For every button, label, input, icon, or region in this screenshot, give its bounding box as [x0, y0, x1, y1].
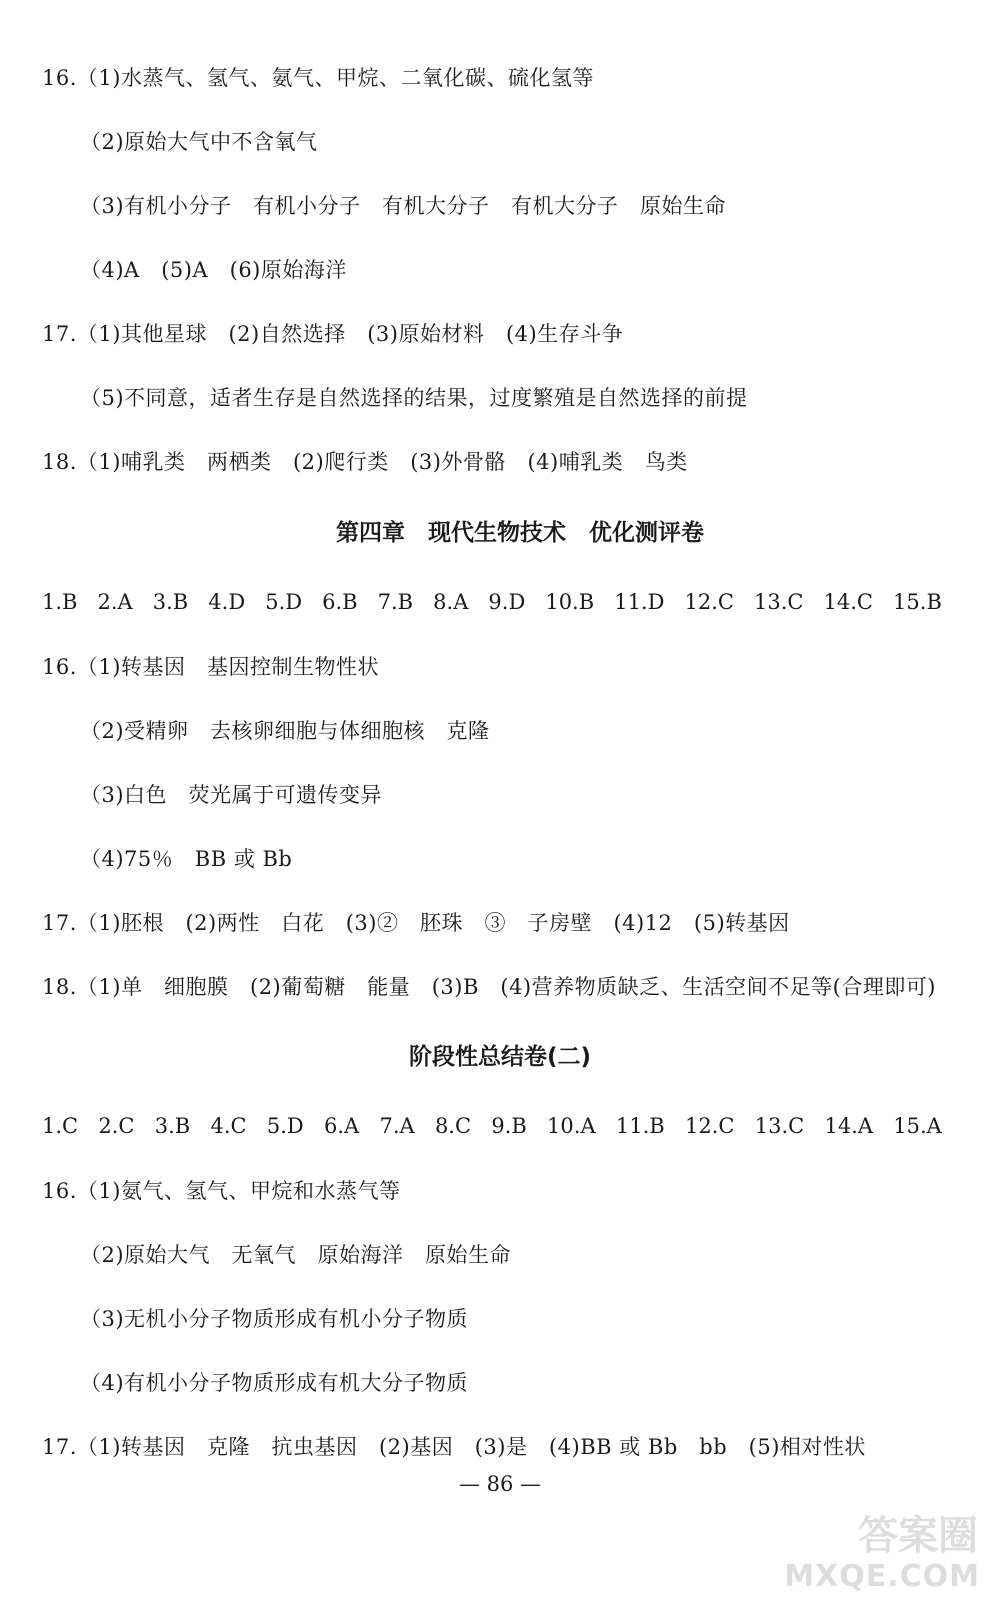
choice-answer: 11.B	[615, 1114, 665, 1138]
choice-answer: 10.A	[547, 1114, 596, 1138]
answer-line: （2)原始大气 无氧气 原始海洋 原始生命	[80, 1243, 512, 1267]
answer-line: （2)受精卵 去核卵细胞与体细胞核 克隆	[80, 719, 490, 743]
choice-answer: 10.B	[545, 590, 595, 614]
answer-line: 18.（1)单 细胞膜 (2)葡萄糖 能量 (3)B (4)营养物质缺乏、生活空间不足等(合理即可)	[42, 975, 937, 999]
choice-answer: 6.B	[322, 590, 358, 614]
answer-line: 16.（1)氨气、氢气、甲烷和水蒸气等	[42, 1179, 401, 1203]
choice-answers-row	[42, 1112, 942, 1140]
watermark-logo	[784, 1504, 982, 1594]
choice-answer: 3.B	[154, 1114, 191, 1138]
choice-answer: 3.B	[152, 590, 189, 614]
choice-answer: 14.A	[824, 1114, 874, 1138]
choice-answer: 5.D	[266, 1114, 304, 1138]
answer-line: （4)A (5)A (6)原始海洋	[80, 258, 347, 282]
answer-line: 16.（1)水蒸气、氢气、氨气、甲烷、二氧化碳、硫化氢等	[42, 66, 594, 90]
choice-answer: 15.A	[893, 1114, 942, 1138]
choice-answer: 7.A	[379, 1114, 415, 1138]
answer-line: （3)无机小分子物质形成有机小分子物质	[80, 1307, 469, 1331]
choice-answer: 15.B	[893, 590, 942, 614]
choice-answer: 1.C	[42, 1114, 79, 1138]
answer-line: 17.（1)转基因 克隆 抗虫基因 (2)基因 (3)是 (4)BB 或 Bb bb (5)相对性状	[42, 1435, 866, 1459]
choice-answer: 13.C	[754, 590, 804, 614]
choice-answer: 7.B	[377, 590, 414, 614]
choice-answer: 2.A	[97, 590, 133, 614]
answer-line: 16.（1)转基因 基因控制生物性状	[42, 655, 379, 679]
section-heading: 第四章 现代生物技术 优化测评卷	[336, 520, 704, 546]
choice-answer: 8.A	[433, 590, 469, 614]
choice-answer: 1.B	[42, 590, 78, 614]
answer-line: （4)有机小分子物质形成有机大分子物质	[80, 1371, 469, 1395]
answer-line: （4)75％ BB 或 Bb	[80, 847, 293, 871]
watermark-bottom-text: MXQE.COM	[784, 1559, 980, 1594]
choice-answer: 12.C	[684, 590, 734, 614]
choice-answer: 12.C	[684, 1114, 735, 1138]
section-heading: 阶段性总结卷(二)	[408, 1044, 592, 1070]
answer-line: 17.（1)其他星球 (2)自然选择 (3)原始材料 (4)生存斗争	[42, 322, 624, 346]
answer-line: （3)白色 荧光属于可遗传变异	[80, 783, 383, 807]
page-number: — 86 —	[458, 1472, 542, 1496]
choice-answer: 13.C	[754, 1114, 805, 1138]
choice-answer: 9.B	[491, 1114, 527, 1138]
answer-line: （2)原始大气中不含氧气	[80, 130, 318, 154]
choice-answer: 6.A	[324, 1114, 360, 1138]
choice-answer: 11.D	[614, 590, 665, 614]
choice-answer: 5.D	[265, 590, 303, 614]
choice-answer: 14.C	[823, 590, 873, 614]
answer-line: 17.（1)胚根 (2)两性 白花 (3)② 胚珠 ③ 子房壁 (4)12 (5)转基因	[42, 911, 790, 935]
watermark-top-text: 答案圈	[858, 1513, 978, 1559]
choice-answer: 4.D	[208, 590, 246, 614]
choice-answers-row	[42, 588, 942, 616]
choice-answer: 4.C	[210, 1114, 247, 1138]
answer-line: （5)不同意，适者生存是自然选择的结果，过度繁殖是自然选择的前提	[80, 386, 748, 410]
choice-answer: 8.C	[434, 1114, 472, 1138]
choice-answer: 2.C	[98, 1114, 135, 1138]
choice-answer: 9.D	[488, 590, 526, 614]
answer-line: （3)有机小分子 有机小分子 有机大分子 有机大分子 原始生命	[80, 194, 727, 218]
answer-line: 18.（1)哺乳类 两栖类 (2)爬行类 (3)外骨骼 (4)哺乳类 鸟类	[42, 450, 688, 474]
